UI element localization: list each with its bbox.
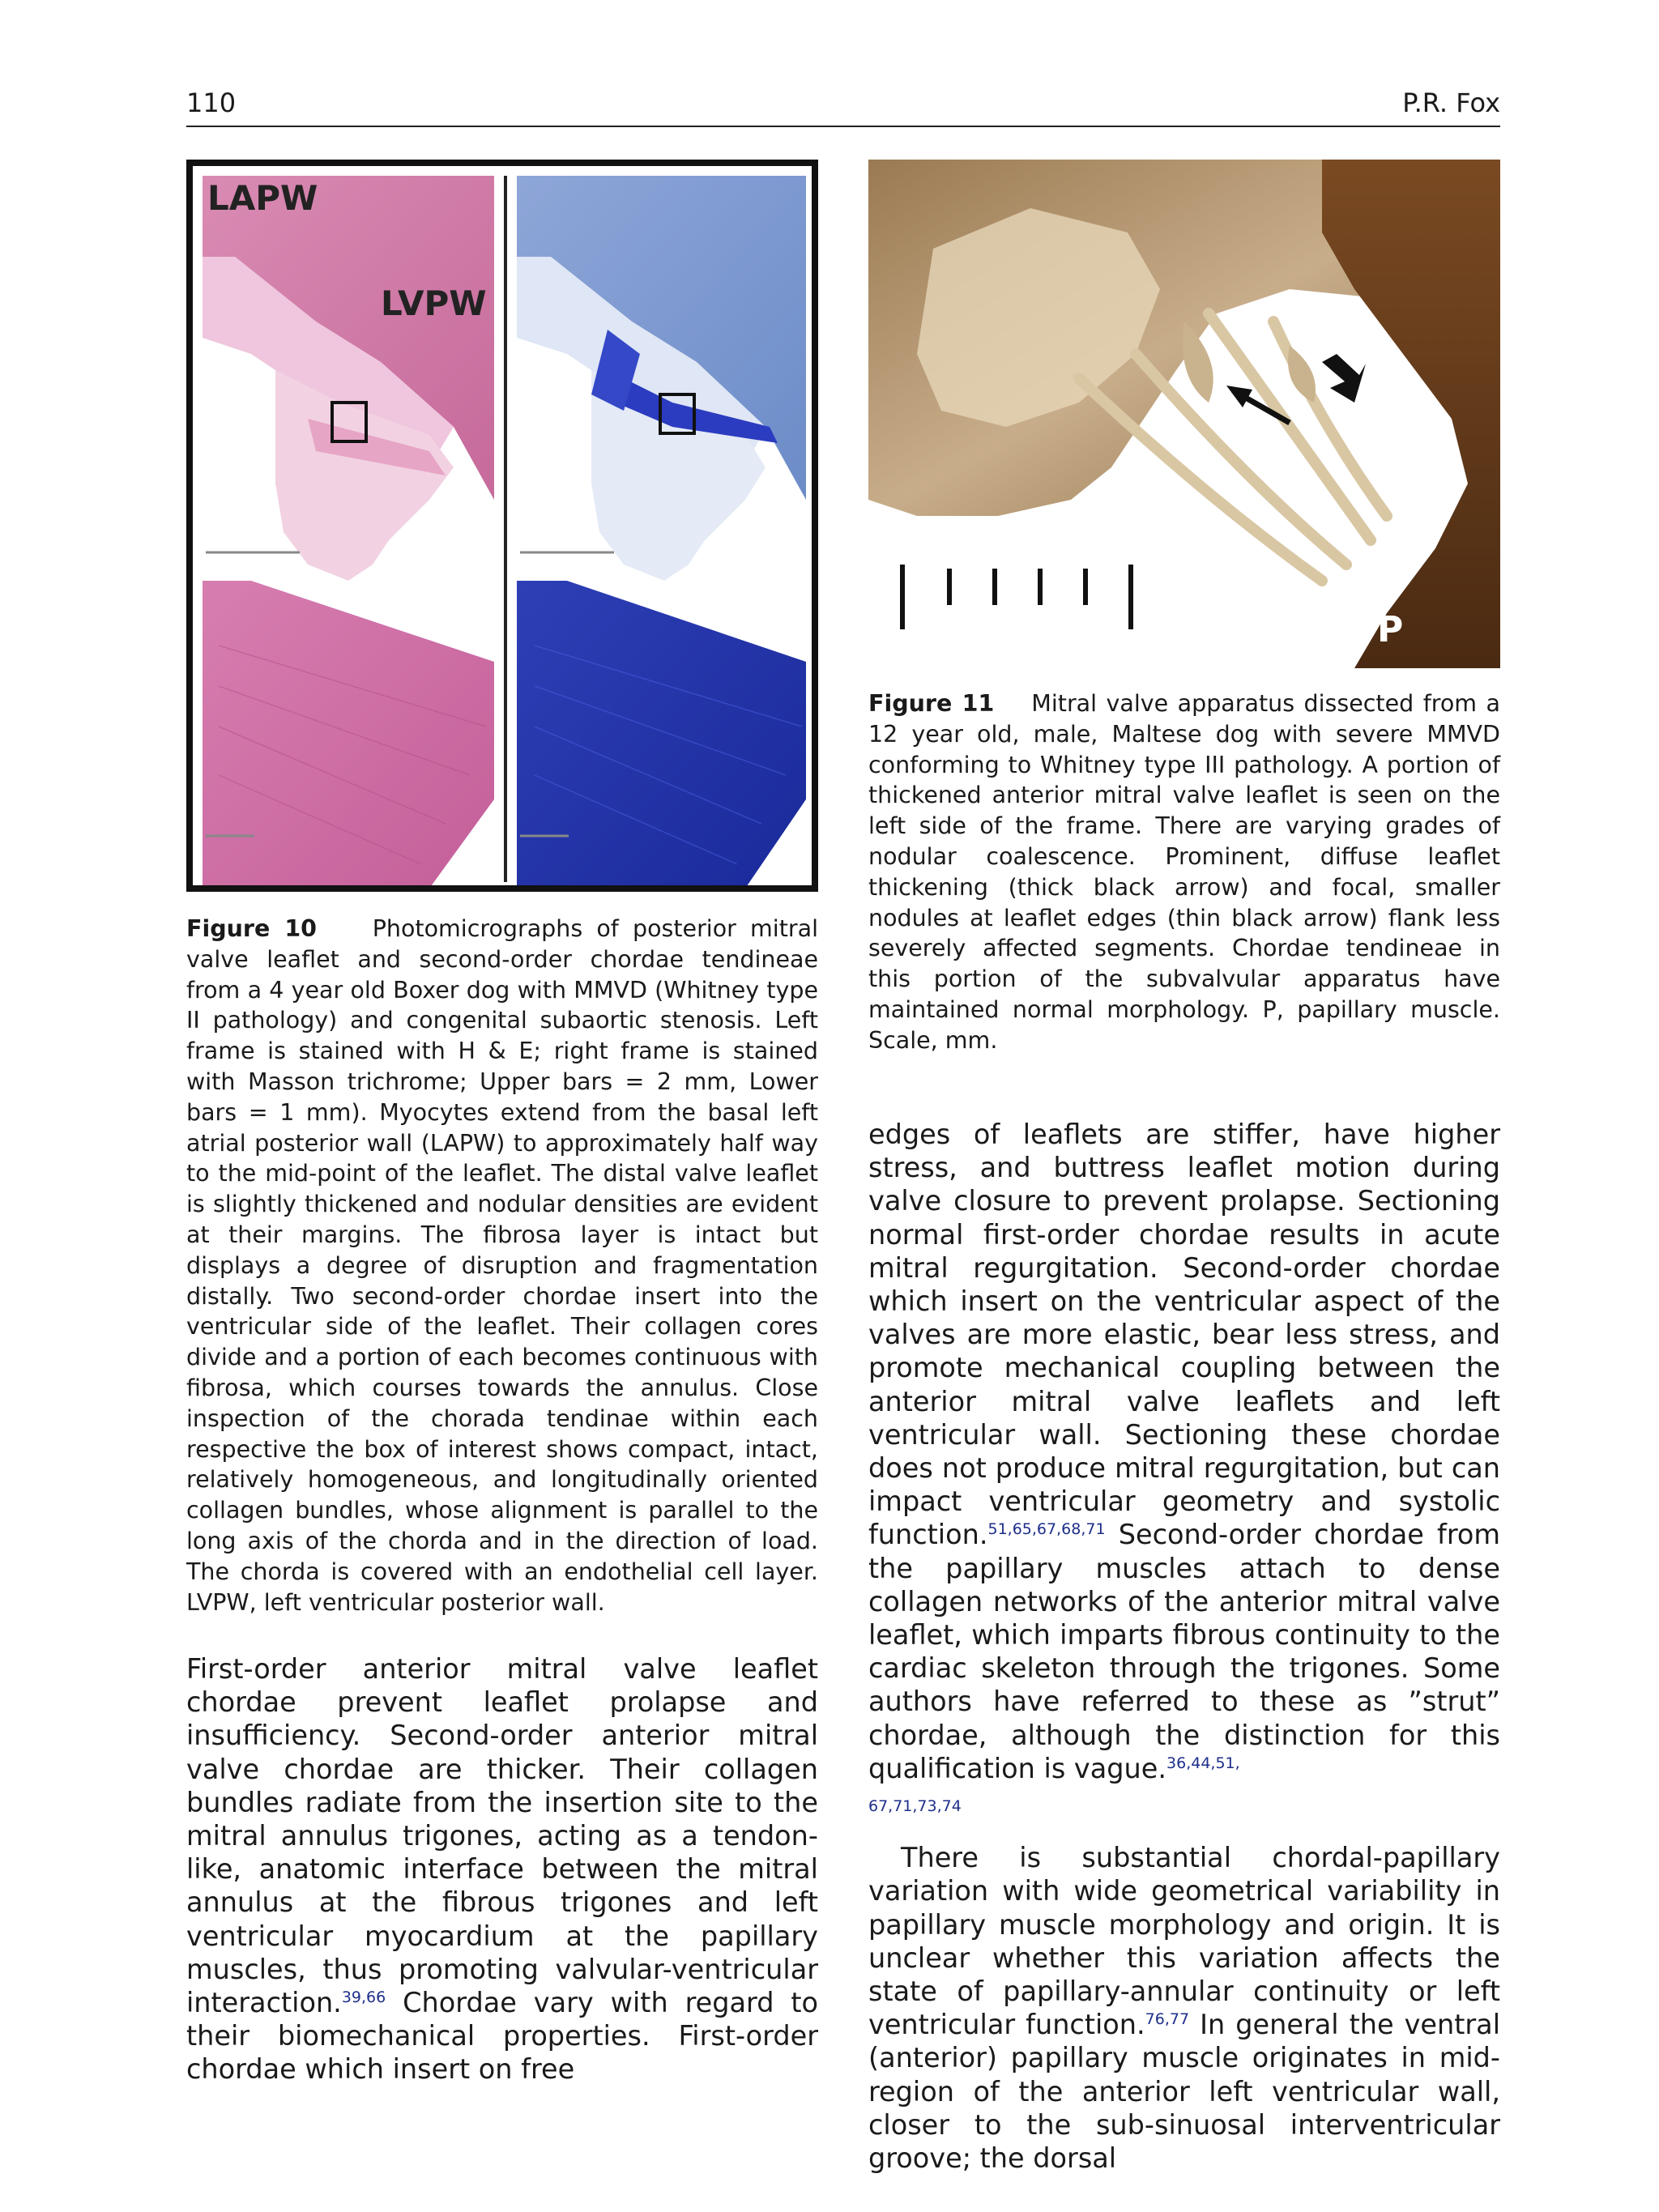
right-p1-text-1: edges of leaflets are stiffer, have higher stress, and buttress leaflet motion during valve closure to prevent prolapse. Sectioning normal first-order chordae results in acute mitral regurgitation. Second-order chordae which insert on the ventricular aspect of the valves are more elastic, bear less stress, and promote mechanical coupling between the anterior mitral valve leaflets and left ventricular wall. Sectioning these chordae does not produce mitral regurgitation, but can impact ventricular geometry and systolic function. [868,1119,1500,1551]
ref-39-66[interactable]: 39,66 [341,1988,386,2006]
ref-76-77[interactable]: 76,77 [1145,2010,1190,2029]
figure-11-caption [868,688,1500,1056]
figure-10-caption [186,914,818,1617]
right-paragraph-1 [868,1118,1500,1823]
header-rule [186,126,1500,127]
figure-10-label: Figure 10 [186,915,318,942]
right-paragraph-2 [868,1841,1500,2175]
figure-11-label: Figure 11 [868,690,995,717]
label-papillary: P [1377,609,1404,650]
ref-67-74[interactable]: 67,71,73,74 [868,1797,962,1816]
ref-36-51[interactable]: 36,44,51, [1166,1754,1240,1772]
right-column-body [868,1118,1500,2175]
label-lapw: LAPW [207,178,318,218]
page-number: 110 [186,87,237,118]
figure-10-photomicrographs [186,160,818,892]
left-paragraph [186,1652,818,2086]
right-p2-text-2: In general the ventral (anterior) papillary muscle originates in mid-region of the anterior left ventricular wall, closer to the sub-sinuosal interventricular groove; the dorsal [868,2009,1500,2175]
left-text-2: Chordae vary with regard to their biomechanical properties. First-order chordae which insert on free [186,1987,818,2086]
label-lvpw: LVPW [381,283,487,323]
figure-11-photograph [868,160,1500,668]
running-author: P.R. Fox [1402,87,1500,118]
right-p1-text-2: Second-order chordae from the papillary muscles attach to dense collagen networks of the anterior mitral valve leaflet, which imparts fibrous continuity to the cardiac skeleton through the trigones. Some authors have referred to these as ”strut” chordae, although the distinction for this qualification is vague. [868,1519,1500,1784]
figure-10-image [186,160,818,892]
figure-11-caption-text: Mitral valve apparatus dissected from a 12 year old, male, Maltese dog with severe MMVD conforming to Whitney type III pathology. A portion of thickened anterior mitral valve leaflet is seen on the left side of the frame. There are varying grades of nodular coalescence. Prominent, diffuse leaflet thickening (thick black arrow) and focal, smaller nodules at leaflet edges (thin black arrow) flank less severely affected segments. Chordae tendineae in this portion of the subvalvular apparatus have maintained normal morphology. P, papillary muscle. Scale, mm. [868,690,1500,1054]
figure-11-image [868,160,1500,668]
ref-51-71[interactable]: 51,65,67,68,71 [987,1520,1106,1539]
right-p2-text-1: There is substantial chordal-papillary variation with wide geometrical variability in papillary muscle morphology and origin. It is unclear whether this variation affects the state of papillary-annular continuity or left ventricular function. [868,1842,1500,2041]
left-text-1: First-order anterior mitral valve leaflet chordae prevent leaflet prolapse and insufficiency. Second-order anterior mitral valve chordae are thicker. Their collagen bundles radiate from the insertion site to the mitral annulus trigones, acting as a tendon-like, anatomic interface between the mitral annulus at the fibrous trigones and left ventricular myocardium at the papillary muscles, thus promoting valvular-ventricular interaction. [186,1653,818,2019]
figure-10-caption-text: Photomicrographs of posterior mitral valve leaflet and second-order chordae tendineae from a 4 year old Boxer dog with MMVD (Whitney type II pathology) and congenital subaortic stenosis. Left frame is stained with H & E; right frame is stained with Masson trichrome; Upper bars = 2 mm, Lower bars = 1 mm). Myocytes extend from the basal left atrial posterior wall (LAPW) to approximately half way to the mid-point of the leaflet. The distal valve leaflet is slightly thickened and nodular densities are evident at their margins. The fibrosa layer is intact but displays a degree of disruption and fragmentation distally. Two second-order chordae insert into the ventricular side of the leaflet. Their collagen cores divide and a portion of each becomes continuous with fibrosa, which courses towards the annulus. Close inspection of the chorada tendinae within each respective the box of interest shows compact, intact, relatively homogeneous, and longitudinally oriented collagen bundles, whose alignment is parallel to the long axis of the chorda and in the direction of load. The chorda is covered with an endothelial cell layer. LVPW, left ventricular posterior wall. [186,915,818,1616]
left-column-body [186,1652,818,2086]
